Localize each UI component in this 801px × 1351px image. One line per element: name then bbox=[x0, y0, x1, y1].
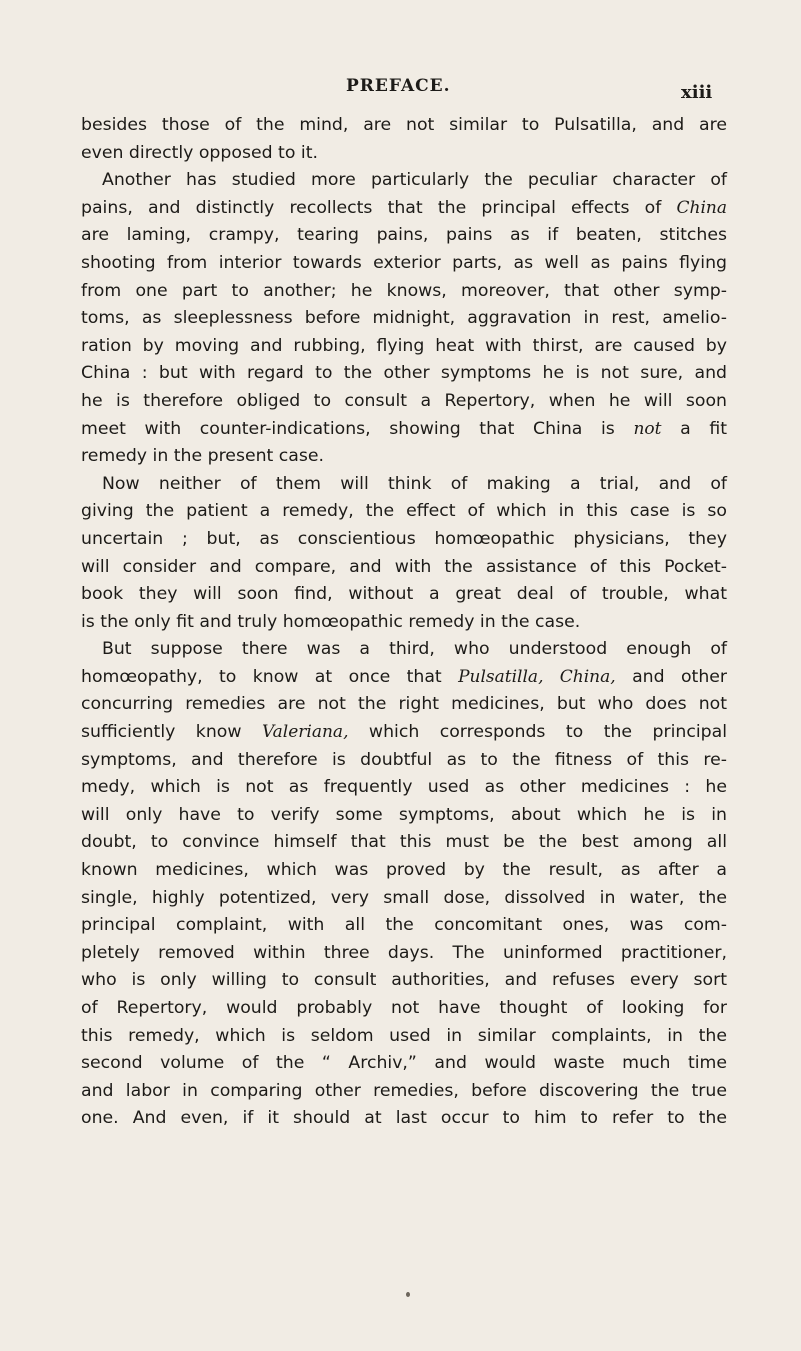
text-line: sufficiently know Valeriana, which corresponds to the principal bbox=[81, 722, 727, 743]
text-line: shooting from interior towards exterior parts, as well as pains flying bbox=[81, 252, 727, 273]
text-line: concurring remedies are not the right medicines, but who does not bbox=[81, 694, 727, 715]
text-line: book they will soon find, without a great deal of trouble, what bbox=[81, 584, 727, 605]
text-line: principal complaint, with all the concomitant ones, was com- bbox=[81, 915, 727, 936]
text-line: who is only willing to consult authorities, and refuses every sort bbox=[81, 970, 727, 991]
text-line: China : but with regard to the other symptoms he is not sure, and bbox=[81, 363, 727, 384]
text-line: pletely removed within three days. The uninformed practitioner, bbox=[81, 942, 727, 963]
page-number: xiii bbox=[681, 82, 713, 103]
text-line: known medicines, which was proved by the result, as after a bbox=[81, 860, 727, 881]
text-line: and labor in comparing other remedies, before discovering the true bbox=[81, 1080, 727, 1101]
text-line: medy, which is not as frequently used as other medicines : he bbox=[81, 777, 727, 798]
text-line: doubt, to convince himself that this must be the best among all bbox=[81, 832, 727, 853]
text-line: from one part to another; he knows, moreover, that other symp- bbox=[81, 280, 727, 301]
text-line: this remedy, which is seldom used in similar complaints, in the bbox=[81, 1025, 727, 1046]
body-text bbox=[81, 112, 727, 1133]
text-line: besides those of the mind, are not similar to Pulsatilla, and are bbox=[81, 115, 727, 135]
text-line: even directly opposed to it. bbox=[81, 142, 318, 163]
text-line: But suppose there was a third, who understood enough of bbox=[102, 639, 727, 660]
text-line: one. And even, if it should at last occur to him to refer to the bbox=[81, 1108, 727, 1129]
text-line: will only have to verify some symptoms, about which he is in bbox=[81, 804, 727, 825]
text-line: will consider and compare, and with the assistance of this Pocket- bbox=[81, 556, 727, 577]
text-line: remedy in the present case. bbox=[81, 446, 325, 467]
text-line: is the only fit and truly homœopathic remedy in the case. bbox=[81, 611, 581, 632]
text-line: toms, as sleeplessness before midnight, aggravation in rest, amelio- bbox=[81, 308, 727, 329]
text-line: symptoms, and therefore is doubtful as to the fitness of this re- bbox=[81, 749, 727, 770]
italic-term: China bbox=[676, 197, 727, 218]
text-line: ration by moving and rubbing, flying heat with thirst, are caused by bbox=[81, 335, 727, 356]
text-line: Now neither of them will think of making a trial, and of bbox=[102, 473, 727, 494]
text-line: uncertain ; but, as conscientious homœopathic physicians, they bbox=[81, 528, 727, 549]
text-line: of Repertory, would probably not have thought of looking for bbox=[81, 998, 727, 1018]
text-line: pains, and distinctly recollects that the principal effects of China bbox=[81, 197, 727, 218]
text-line: single, highly potentized, very small dose, dissolved in water, the bbox=[81, 887, 727, 908]
text-line: homœopathy, to know at once that Pulsatilla, China, and other bbox=[81, 666, 728, 687]
italic-term: Valeriana, bbox=[261, 722, 349, 743]
ink-speck bbox=[406, 1292, 410, 1297]
text-line: giving the patient a remedy, the effect of which in this case is so bbox=[81, 501, 727, 522]
text-line: Another has studied more particularly the peculiar character of bbox=[102, 170, 727, 191]
text-line: second volume of the “ Archiv,” and would waste much time bbox=[81, 1053, 727, 1074]
italic-term: not bbox=[633, 418, 662, 439]
italic-term: Pulsatilla, China, bbox=[458, 666, 616, 687]
text-line: are laming, crampy, tearing pains, pains as if beaten, stitches bbox=[81, 225, 727, 246]
running-head-title: PREFACE. bbox=[346, 76, 451, 96]
text-line: he is therefore obliged to consult a Repertory, when he will soon bbox=[81, 390, 727, 411]
text-line: meet with counter-indications, showing that China is not a fit bbox=[81, 418, 727, 439]
running-head bbox=[0, 70, 801, 110]
